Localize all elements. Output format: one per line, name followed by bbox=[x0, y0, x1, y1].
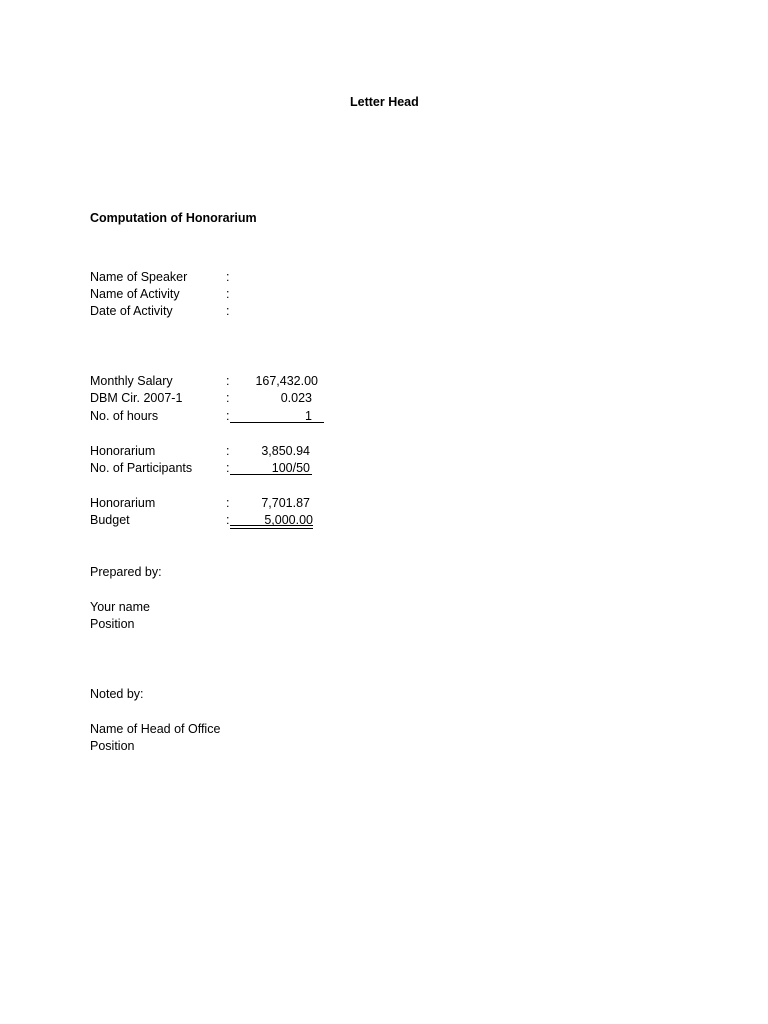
noted-by-label: Noted by: bbox=[90, 687, 144, 701]
preparer-position: Position bbox=[90, 617, 135, 631]
prepared-by-label: Prepared by: bbox=[90, 565, 162, 579]
dbm-colon: : bbox=[226, 391, 230, 405]
participants-value: 100/50 bbox=[271, 461, 310, 475]
participants-label: No. of Participants bbox=[90, 461, 193, 475]
honorarium-total-label: Honorarium bbox=[90, 496, 156, 510]
honorarium-total-colon: : bbox=[226, 496, 230, 510]
noter-name: Name of Head of Office bbox=[90, 722, 221, 736]
monthly-salary-colon: : bbox=[226, 374, 230, 388]
budget-double-underline bbox=[230, 525, 313, 529]
dbm-value: 0.023 bbox=[280, 391, 312, 405]
hours-underline bbox=[230, 422, 324, 423]
honorarium-total-value: 7,701.87 bbox=[261, 496, 310, 510]
activity-label: Name of Activity bbox=[90, 287, 180, 301]
speaker-label: Name of Speaker bbox=[90, 270, 188, 284]
participants-underline bbox=[230, 474, 312, 475]
letter-head: Letter Head bbox=[350, 95, 419, 109]
date-colon: : bbox=[226, 304, 230, 318]
budget-label: Budget bbox=[90, 513, 130, 527]
dbm-label: DBM Cir. 2007-1 bbox=[90, 391, 183, 405]
document-title: Computation of Honorarium bbox=[90, 211, 257, 225]
speaker-colon: : bbox=[226, 270, 230, 284]
monthly-salary-value: 167,432.00 bbox=[255, 374, 318, 388]
budget-colon: : bbox=[226, 513, 230, 527]
honorarium-value: 3,850.94 bbox=[261, 444, 310, 458]
hours-value: 1 bbox=[305, 409, 312, 423]
monthly-salary-label: Monthly Salary bbox=[90, 374, 173, 388]
preparer-name: Your name bbox=[90, 600, 150, 614]
honorarium-label: Honorarium bbox=[90, 444, 156, 458]
noter-position: Position bbox=[90, 739, 135, 753]
participants-colon: : bbox=[226, 461, 230, 475]
budget-value: 5,000.00 bbox=[264, 513, 313, 527]
hours-colon: : bbox=[226, 409, 230, 423]
date-label: Date of Activity bbox=[90, 304, 173, 318]
hours-label: No. of hours bbox=[90, 409, 159, 423]
honorarium-colon: : bbox=[226, 444, 230, 458]
activity-colon: : bbox=[226, 287, 230, 301]
